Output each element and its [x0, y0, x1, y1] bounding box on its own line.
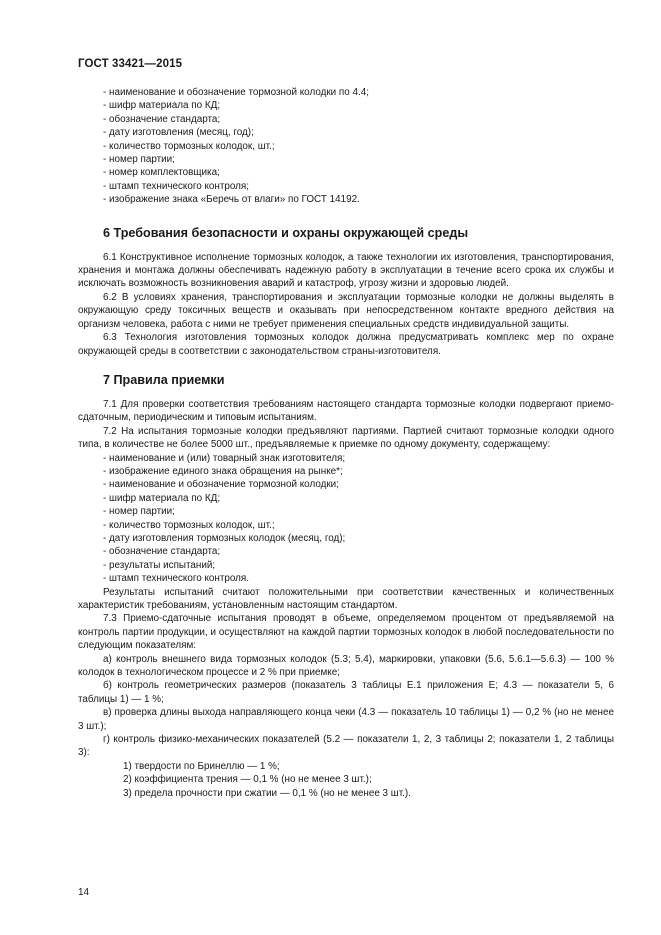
list-item: - дату изготовления тормозных колодок (месяц, год); — [103, 532, 346, 544]
section-6-heading: 6 Требования безопасности и охраны окружающей среды — [103, 225, 469, 240]
list-item: - изображение знака «Беречь от влаги» по ГОСТ 14192. — [103, 194, 360, 206]
sub-item-1: 1) твердости по Бринеллю — 1 %; — [123, 760, 280, 772]
paragraph-6-3: 6.3 Технология изготовления тормозных колодок должна предусматривать комплекс мер по охране окружающей среды в соответствии с законодательством страны-изготовителя. — [78, 332, 614, 357]
list-item: - номер комплектовщика; — [103, 167, 220, 179]
document-header: ГОСТ 33421—2015 — [78, 58, 183, 70]
list-item: - дату изготовления (месяц, год); — [103, 127, 254, 139]
sub-item-2: 2) коэффициента трения — 0,1 % (но не менее 3 шт.); — [123, 774, 372, 786]
results-paragraph: Результаты испытаний считают положительными при соответствии качественных и количественных характеристик требованиям, установленным настоящим стандартом. — [78, 586, 614, 611]
list-item: - изображение единого знака обращения на рынке*; — [103, 465, 343, 477]
paragraph-7-1: 7.1 Для проверки соответствия требованиям настоящего стандарта тормозные колодки подвергают приемо-сдаточным, периодическим и типовым испытаниям. — [78, 398, 614, 424]
marking-list — [78, 86, 614, 207]
enum-item-a: а) контроль внешнего вида тормозных колодок (5.3; 5.4), маркировки, упаковки (5.6, 5.6.1—5.6.3) — 100 % колодок в технологическом процессе и 2 % при приемке; — [78, 653, 614, 679]
paragraph-7-3: 7.3 Приемо-сдаточные испытания проводят в объеме, определяемом процентом от предъявляемой на контроль партии продукции, и осуществляют на каждой партии тормозных колодок в любой последовательности по следующим показателям: — [78, 613, 614, 652]
list-item: - шифр материала по КД; — [103, 100, 221, 112]
paragraph-7-2: 7.2 На испытания тормозные колодки предъявляют партиями. Партией считают тормозные колодки одного типа, в количестве не более 5000 шт., предъявляемые к приемке по одному документу, содержащему: — [78, 425, 614, 451]
list-item: - обозначение стандарта; — [103, 546, 221, 558]
enum-item-c: в) проверка длины выхода направляющего конца чеки (4.3 — показатель 10 таблицы 1) — 0,2 % (но не менее 3 шт.); — [78, 707, 614, 732]
list-item: - количество тормозных колодок, шт.; — [103, 140, 275, 152]
enum-item-d: г) контроль физико-механических показателей (5.2 — показатели 1, 2, 3 таблицы 2; показатели 1, 2 таблицы 3): — [78, 734, 614, 759]
list-item: - наименование и (или) товарный знак изготовителя; — [103, 452, 346, 464]
paragraph-6-1: 6.1 Конструктивное исполнение тормозных колодок, а также технологии их изготовления, транспортирования, хранения и монтажа должны обеспечивать надежную работу в эксплуатации в течение всего срока их службы и исключать возможность возникновения аварий и катастроф, угрозу жизни и здоровью людей. — [78, 251, 614, 290]
list-item: - шифр материала по КД; — [103, 492, 221, 504]
section-7-heading: 7 Правила приемки — [103, 372, 225, 387]
list-item: - номер партии; — [103, 506, 175, 518]
enum-item-b: б) контроль геометрических размеров (показатель 3 таблицы Е.1 приложения Е; 4.3 — показатели 5, 6 таблицы 1) — 1 %; — [78, 680, 614, 705]
list-item: - результаты испытаний; — [103, 559, 216, 571]
list-item: - штамп технического контроля; — [103, 180, 249, 192]
list-item: - обозначение стандарта; — [103, 113, 221, 125]
paragraph-6-2: 6.2 В условиях хранения, транспортирования и эксплуатации тормозные колодки не должны выделять в окружающую среду токсичных веществ и оказывать при непосредственном контакте вредного действия на организм человека, работа с ними не требует применения специальных средств индивидуальной защиты. — [78, 291, 614, 330]
batch-document-list — [78, 452, 614, 586]
list-item: - наименование и обозначение тормозной колодки по 4.4; — [103, 87, 369, 98]
page-content — [78, 86, 614, 800]
list-item: - штамп технического контроля. — [103, 573, 249, 585]
list-item: - количество тормозных колодок, шт.; — [103, 519, 275, 531]
list-item: - наименование и обозначение тормозной колодки; — [103, 479, 339, 491]
sub-item-3: 3) предела прочности при сжатии — 0,1 % (но не менее 3 шт.). — [123, 787, 411, 799]
list-item: - номер партии; — [103, 154, 175, 166]
page-number: 14 — [78, 887, 90, 898]
